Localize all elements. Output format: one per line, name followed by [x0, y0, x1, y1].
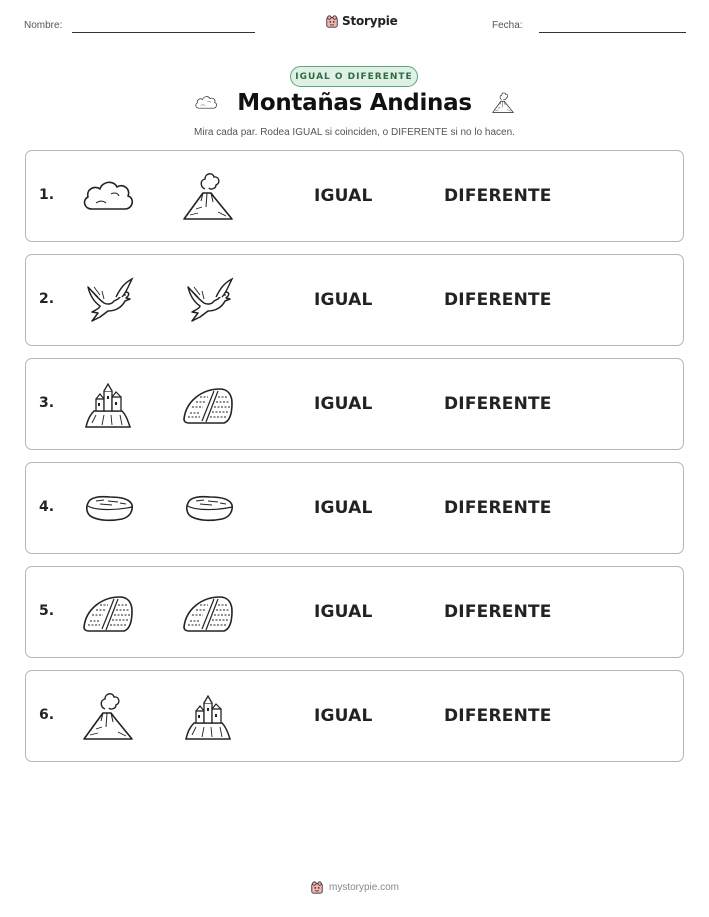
worksheet-header — [0, 0, 709, 50]
brand-name: Storypie — [342, 14, 398, 28]
row-number: 5. — [39, 603, 55, 619]
storypie-logo-icon — [325, 13, 339, 29]
page-title: Montañas Andinas — [237, 90, 472, 116]
exercise-list — [25, 150, 684, 774]
exercise-row — [25, 150, 684, 242]
name-label: Nombre: — [24, 20, 63, 31]
row-number: 1. — [39, 187, 55, 203]
exercise-row — [25, 670, 684, 762]
option-different[interactable]: DIFERENTE — [444, 394, 552, 414]
volcano-icon — [78, 687, 138, 747]
exercise-row — [25, 462, 684, 554]
name-field[interactable] — [72, 32, 255, 33]
option-same[interactable]: IGUAL — [314, 498, 373, 518]
option-same[interactable]: IGUAL — [314, 290, 373, 310]
storypie-logo-icon — [310, 879, 324, 895]
row-number: 6. — [39, 707, 55, 723]
cloud-icon — [193, 90, 219, 116]
row-number: 3. — [39, 395, 55, 411]
option-same[interactable]: IGUAL — [314, 394, 373, 414]
exercise-row — [25, 358, 684, 450]
option-same[interactable]: IGUAL — [314, 706, 373, 726]
row-number: 4. — [39, 499, 55, 515]
option-different[interactable]: DIFERENTE — [444, 186, 552, 206]
option-different[interactable]: DIFERENTE — [444, 602, 552, 622]
exercise-row — [25, 254, 684, 346]
footer — [0, 879, 709, 895]
exercise-row — [25, 566, 684, 658]
terraced-hill-icon — [178, 583, 238, 643]
option-same[interactable]: IGUAL — [314, 186, 373, 206]
flat-stone-icon — [78, 479, 138, 539]
volcano-icon — [178, 167, 238, 227]
activity-type-badge: IGUAL O DIFERENTE — [290, 66, 418, 87]
volcano-icon — [490, 90, 516, 116]
footer-url: mystorypie.com — [328, 881, 399, 893]
brand-logo — [325, 13, 398, 29]
date-field[interactable] — [539, 32, 686, 33]
title-row — [0, 90, 709, 116]
flat-stone-icon — [178, 479, 238, 539]
mountain-village-icon — [178, 687, 238, 747]
bird-icon — [78, 271, 138, 331]
cloud-icon — [78, 167, 138, 227]
terraced-hill-icon — [78, 583, 138, 643]
option-different[interactable]: DIFERENTE — [444, 498, 552, 518]
date-label: Fecha: — [492, 20, 523, 31]
mountain-village-icon — [78, 375, 138, 435]
option-different[interactable]: DIFERENTE — [444, 706, 552, 726]
row-number: 2. — [39, 291, 55, 307]
terraced-hill-icon — [178, 375, 238, 435]
option-same[interactable]: IGUAL — [314, 602, 373, 622]
option-different[interactable]: DIFERENTE — [444, 290, 552, 310]
instructions: Mira cada par. Rodea IGUAL si coinciden, o DIFERENTE si no lo hacen. — [194, 127, 515, 138]
bird-icon — [178, 271, 238, 331]
